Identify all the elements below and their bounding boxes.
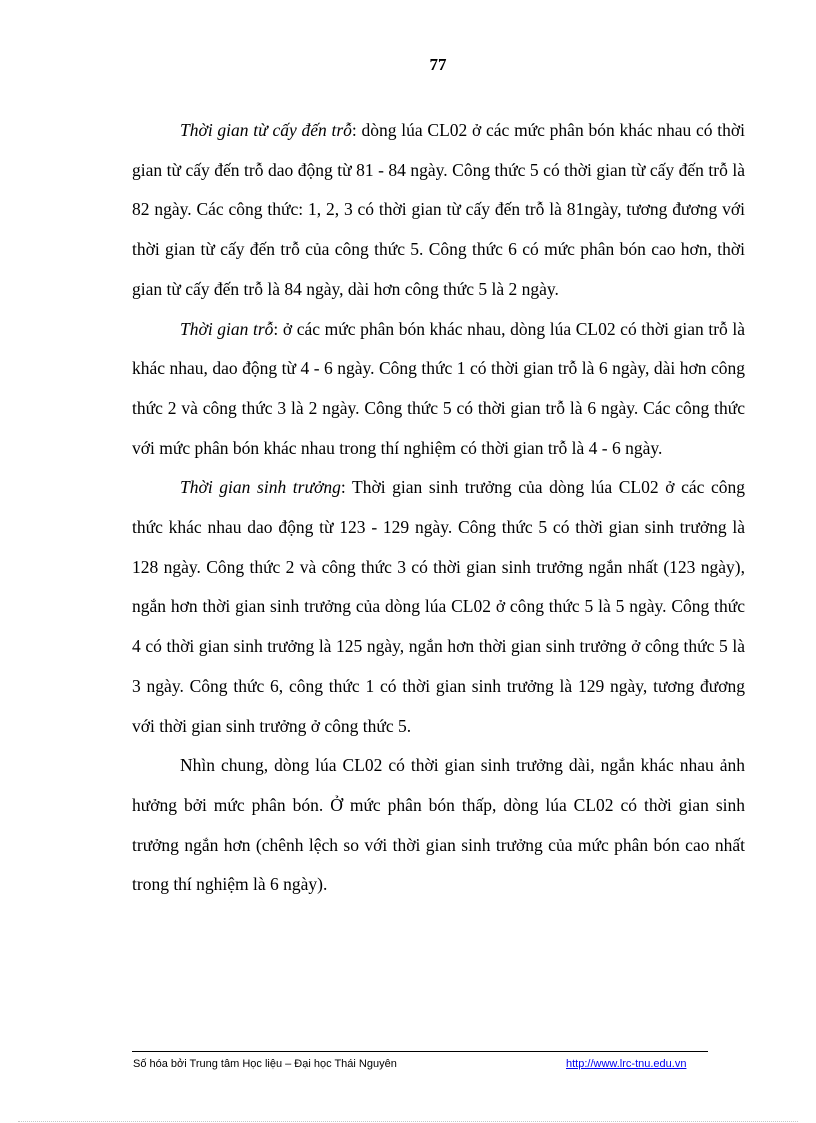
paragraph-summary: [132, 746, 745, 905]
page-number: 77: [429, 55, 447, 74]
paragraph-text: Nhìn chung, dòng lúa CL02 có thời gian sinh trưởng dài, ngắn khác nhau ảnh hưởng bởi mức phân bón. Ở mức phân bón thấp, dòng lúa CL02 có thời gian sinh trưởng ngắn hơn (chênh lệch so với thời gian sinh trưởng của mức phân bón cao nhất trong thí nghiệm là 6 ngày).: [132, 755, 745, 895]
paragraph-text: : dòng lúa CL02 ở các mức phân bón khác nhau có thời gian từ cấy đến trỗ dao động từ 81 - 84 ngày. Công thức 5 có thời gian từ cấy đến trỗ là 82 ngày. Các công thức: 1, 2, 3 có thời gian từ cấy đến trỗ là 81ngày, tương đương với thời gian từ cấy đến trỗ của công thức 5. Công thức 6 có mức phân bón cao hơn, thời gian từ cấy đến trỗ là 84 ngày, dài hơn công thức 5 là 2 ngày.: [132, 120, 745, 299]
paragraph-heading-time: [132, 111, 745, 310]
footer-attribution: Số hóa bởi Trung tâm Học liệu – Đại học Thái Nguyên: [133, 1058, 397, 1070]
paragraph-heading: Thời gian sinh trưởng: [180, 477, 341, 498]
document-body: [132, 111, 745, 905]
paragraph-growth-duration: [132, 468, 745, 746]
paragraph-heading: Thời gian trỗ: [180, 318, 274, 339]
footer-website-link[interactable]: http://www.lrc-tnu.edu.vn: [566, 1058, 687, 1070]
paragraph-flowering-time: [132, 310, 745, 469]
paragraph-text: : Thời gian sinh trưởng của dòng lúa CL02 ở các công thức khác nhau dao động từ 123 - 129 ngày. Công thức 5 có thời gian sinh trưởng là 128 ngày. Công thức 2 và công thức 3 có thời gian sinh trưởng ngắn nhất (123 ngày), ngắn hơn thời gian sinh trưởng của dòng lúa CL02 ở công thức 5 là 5 ngày. Công thức 4 có thời gian sinh trưởng là 125 ngày, ngắn hơn thời gian sinh trưởng ở công thức 5 là 3 ngày. Công thức 6, công thức 1 có thời gian sinh trưởng là 129 ngày, tương đương với thời gian sinh trưởng ở công thức 5.: [132, 477, 745, 736]
footer-divider: [132, 1051, 708, 1052]
paragraph-heading: Thời gian từ cấy đến trỗ: [180, 120, 352, 140]
page-edge-divider: [18, 1121, 798, 1122]
paragraph-text: : ở các mức phân bón khác nhau, dòng lúa CL02 có thời gian trỗ là khác nhau, dao động từ 4 - 6 ngày. Công thức 1 có thời gian trỗ là 6 ngày, dài hơn công thức 2 và công thức 3 là 2 ngày. Công thức 5 có thời gian trỗ là 6 ngày. Các công thức với mức phân bón khác nhau trong thí nghiệm có thời gian trỗ là 4 - 6 ngày.: [132, 318, 746, 458]
